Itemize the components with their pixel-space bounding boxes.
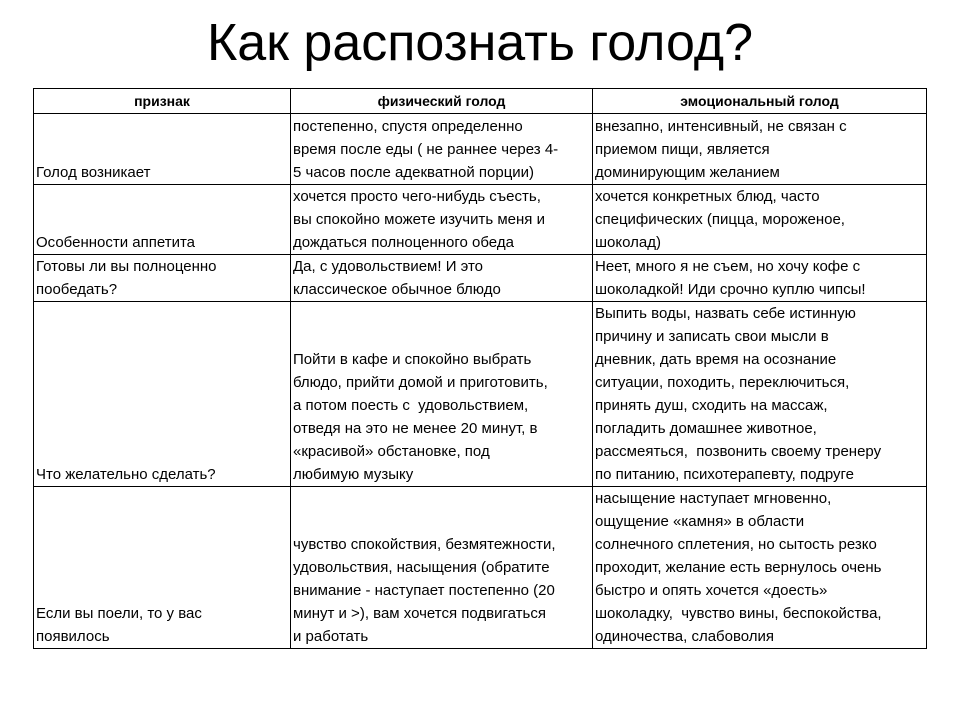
table-header-row [34,89,927,114]
table-row [34,185,927,255]
comparison-table [33,88,927,649]
table-row [34,487,927,649]
emotional-cell: хочется конкретных блюд, часто специфических (пицца, мороженое, шоколад) [593,185,927,255]
physical-cell: Да, с удовольствием! И это классическое обычное блюдо [291,255,593,302]
sign-cell: Готовы ли вы полноценно пообедать? [34,255,291,302]
sign-cell: Голод возникает [34,114,291,185]
table-row [34,255,927,302]
physical-cell: чувство спокойствия, безмятежности, удовольствия, насыщения (обратите внимание - наступает постепенно (20 минут и >), вам хочется подвигаться и работать [291,487,593,649]
physical-cell: хочется просто чего-нибудь съесть, вы спокойно можете изучить меня и дождаться полноценного обеда [291,185,593,255]
physical-cell: постепенно, спустя определенно время после еды ( не раннее через 4- 5 часов после адекватной порции) [291,114,593,185]
header-emotional-hunger: эмоциональный голод [593,89,927,114]
emotional-cell: Неет, много я не съем, но хочу кофе с шоколадкой! Иди срочно куплю чипсы! [593,255,927,302]
emotional-cell: Выпить воды, назвать себе истинную причину и записать свои мысли в дневник, дать время на осознание ситуации, походить, переключиться, принять душ, сходить на массаж, погладить домашнее животное, рассмеяться, позвонить своему тренеру по питанию, психотерапевту, подруге [593,302,927,487]
sign-cell: Что желательно сделать? [34,302,291,487]
emotional-cell: насыщение наступает мгновенно, ощущение «камня» в области солнечного сплетения, но сытость резко проходит, желание есть вернулось очень быстро и опять хочется «доесть» шоколадку, чувство вины, беспокойства, одиночества, слабоволия [593,487,927,649]
header-sign: признак [34,89,291,114]
sign-cell: Если вы поели, то у вас появилось [34,487,291,649]
table-row [34,302,927,487]
physical-cell: Пойти в кафе и спокойно выбрать блюдо, прийти домой и приготовить, а потом поесть с удовольствием, отведя на это не менее 20 минут, в «красивой» обстановке, под любимую музыку [291,302,593,487]
table-row [34,114,927,185]
emotional-cell: внезапно, интенсивный, не связан с приемом пищи, является доминирующим желанием [593,114,927,185]
slide-title: Как распознать голод? [207,14,753,72]
sign-cell: Особенности аппетита [34,185,291,255]
header-physical-hunger: физический голод [291,89,593,114]
